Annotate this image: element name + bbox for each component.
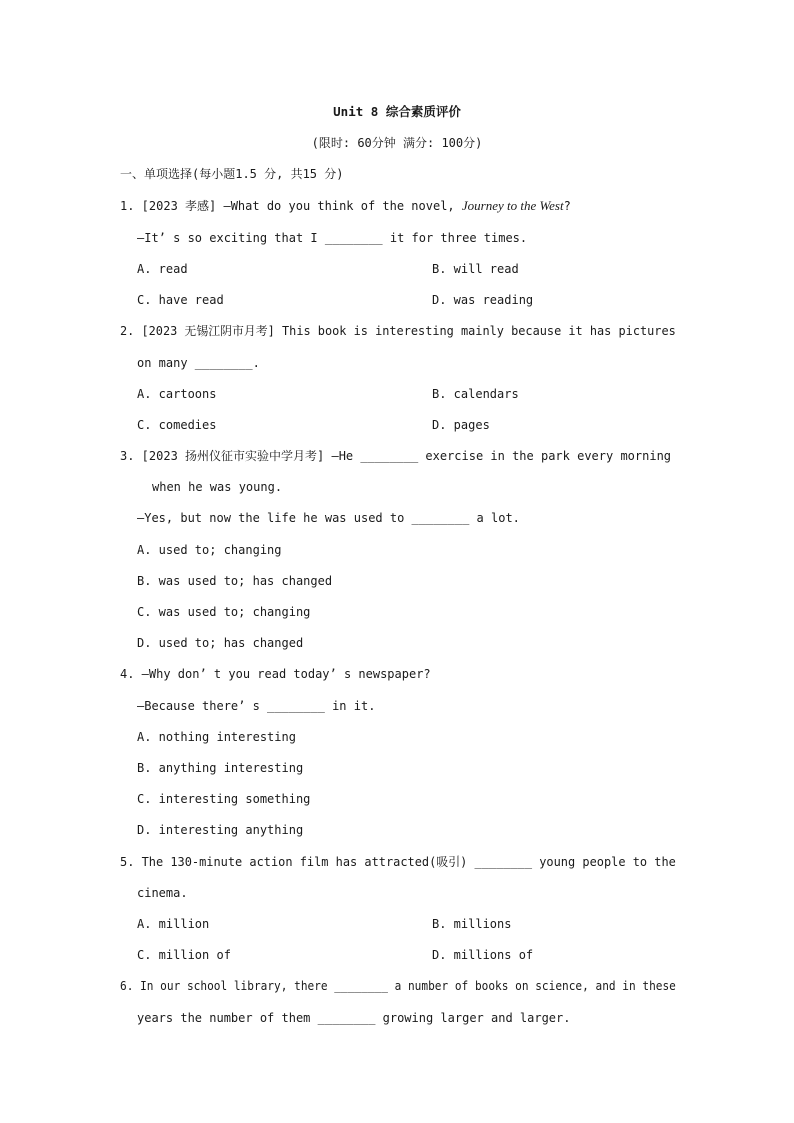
question-2-option-d[interactable]: D. pages <box>432 418 490 432</box>
exam-info: (限时: 60分钟 满分: 100分) <box>311 136 483 150</box>
question-1-stem <box>120 198 571 214</box>
question-1-stem-end: ? <box>563 199 571 213</box>
section-heading: 一、单项选择(每小题1.5 分, 共15 分) <box>120 167 344 181</box>
question-2-stem: 2. [2023 无锡江阴市月考] This book is interesting mainly because it has pictures <box>120 324 676 338</box>
page-title: Unit 8 综合素质评价 <box>333 104 461 119</box>
question-3-option-d[interactable]: D. used to; has changed <box>137 636 304 650</box>
question-5-stem-line2: cinema. <box>137 886 188 900</box>
question-1-stem-line2: —It’ s so exciting that I ________ it for three times. <box>137 231 528 245</box>
question-2-option-b[interactable]: B. calendars <box>432 387 519 401</box>
question-6-stem-line2: years the number of them ________ growing larger and larger. <box>137 1011 571 1025</box>
question-3-option-b[interactable]: B. was used to; has changed <box>137 574 333 588</box>
question-1-option-a[interactable]: A. read <box>137 262 188 276</box>
question-2-option-c[interactable]: C. comedies <box>137 418 217 432</box>
question-5-option-d[interactable]: D. millions of <box>432 948 534 962</box>
question-3-stem: 3. [2023 扬州仪征市实验中学月考] —He ________ exercise in the park every morning <box>120 449 672 463</box>
question-1-option-d[interactable]: D. was reading <box>432 293 534 307</box>
question-1-option-b[interactable]: B. will read <box>432 262 519 276</box>
question-4-option-a[interactable]: A. nothing interesting <box>137 730 296 744</box>
question-5-stem: 5. The 130-minute action film has attracted(吸引) ________ young people to the <box>120 855 676 869</box>
question-1-stem-text: 1. [2023 孝感] —What do you think of the novel, <box>120 199 462 213</box>
question-4-option-c[interactable]: C. interesting something <box>137 792 311 806</box>
question-2-option-a[interactable]: A. cartoons <box>137 387 217 401</box>
question-5-option-a[interactable]: A. million <box>137 917 210 931</box>
question-4-stem-line2: —Because there’ s ________ in it. <box>137 699 376 713</box>
question-5-option-b[interactable]: B. millions <box>432 917 512 931</box>
question-6-stem: 6. In our school library, there ________ a number of books on science, and in these <box>120 979 676 993</box>
question-3-stem-line3: —Yes, but now the life he was used to ________ a lot. <box>137 511 520 525</box>
novel-title: Journey to the West <box>461 198 564 213</box>
question-3-option-a[interactable]: A. used to; changing <box>137 543 282 557</box>
question-3-stem-line2: when he was young. <box>152 480 283 494</box>
question-4-option-d[interactable]: D. interesting anything <box>137 823 304 837</box>
question-4-option-b[interactable]: B. anything interesting <box>137 761 304 775</box>
question-1-option-c[interactable]: C. have read <box>137 293 224 307</box>
question-5-option-c[interactable]: C. million of <box>137 948 231 962</box>
question-4-stem: 4. —Why don’ t you read today’ s newspaper? <box>120 667 431 681</box>
question-2-stem-line2: on many ________. <box>137 356 260 370</box>
question-3-option-c[interactable]: C. was used to; changing <box>137 605 311 619</box>
